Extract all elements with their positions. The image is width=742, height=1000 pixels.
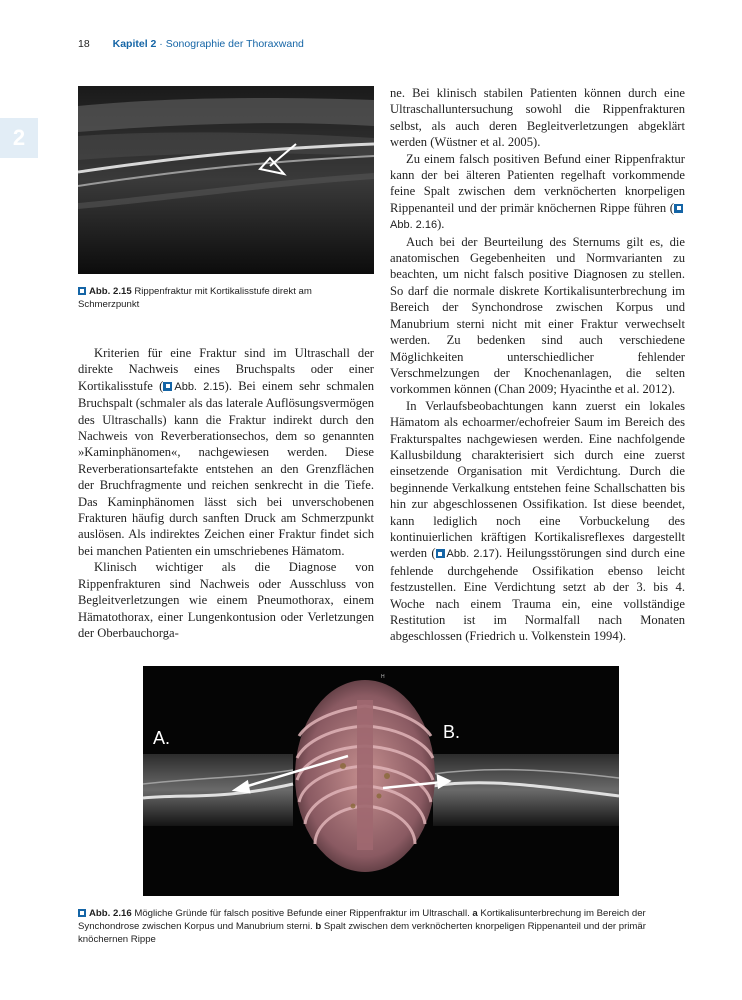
caption-intro: Mögliche Gründe für falsch positive Befunde einer Rippenfraktur im Ultraschall. <box>134 908 473 919</box>
composite-image <box>143 666 619 896</box>
caption-b-text: Spalt zwischen dem verknöcherten knorpeligen Rippenanteil und der primär knöchernen Rippe <box>78 921 646 945</box>
chapter-tab: 2 <box>0 118 38 158</box>
chapter-label: Kapitel 2 <box>112 38 157 50</box>
figure-ref-icon <box>674 204 683 213</box>
figure-icon <box>78 287 86 295</box>
chapter-title: Sonographie der Thoraxwand <box>165 38 304 50</box>
figure-ref-2-15[interactable]: Abb. 2.15 <box>174 380 225 393</box>
figure-2-16-label: Abb. 2.16 <box>89 908 132 919</box>
caption-a-text: Kortikalisunterbrechung im Bereich der Synchondrose zwischen Korpus und Manubrium sterni. <box>78 908 646 932</box>
panel-label-a: A. <box>153 728 171 748</box>
paragraph: Auch bei der Beurteilung des Sternums gilt es, die anatomischen Gegebenheiten und Normvarianten zu beachten, um nicht falsch positive Diagnosen zu stellen. So darf die normale diskrete Kortikalisunterbrechung im Bereich der Synchondrose zwischen Korpus und Manubrium sterni nicht mit einer Fraktur verwechselt werden. Zu bedenken sind auch verschiedene Möglichkeiten unterschiedlicher fehlender Verschmelzungen der Knochenanlagen, die selten vorkommen können (Chan 2009; Hyacinthe et al. 2012). <box>390 234 685 397</box>
ultrasound-image <box>78 86 374 274</box>
running-header <box>78 38 304 50</box>
right-column <box>390 85 685 645</box>
figure-2-15-label: Abb. 2.15 <box>89 286 132 297</box>
figure-ref-icon <box>436 549 445 558</box>
paragraph <box>390 151 685 234</box>
paragraph <box>78 345 374 559</box>
rib-cage-render <box>295 680 435 872</box>
header-separator: · <box>156 38 166 50</box>
text: ). Heilungsstörungen sind durch eine fehlende durchgehende Ossifikation ebenso leicht festzustellen. Eine Verdichtung setzt ab der 3. bis 4. Woche nach einem Trauma ein, eine vollständige Restitution ist im Normalfall nach Monaten abgeschlossen (Friedrich u. Volkenstein 1994). <box>390 546 686 644</box>
figure-2-15-ultrasound <box>78 86 374 274</box>
text: In Verlaufsbeobachtungen kann zuerst ein lokales Hämatom als echoarmer/echofreier Saum im Bereich des Frakturspaltes nachgewiesen werden. Eine nachfolgende Kallusbildung charakterisiert sich durch eine zuerst einsetzende Organisation mit Verdichtung. Durch die beginnende Verkalkung entstehen feine Schallschatten bis hin zur abgeschlossenen Ossifikation. Ist diese beendet, kann lediglich noch eine Vorbuckelung des kontinuierlichen kräftigen Kortikalisreflexes dargestellt werden ( <box>390 398 685 561</box>
figure-ref-icon <box>163 382 172 391</box>
figure-ref-2-16[interactable]: Abb. 2.16 <box>390 219 438 232</box>
figure-2-15-caption-text: Rippenfraktur mit Kortikalisstufe direkt am Schmerzpunkt <box>78 286 312 310</box>
paragraph <box>390 398 685 645</box>
figure-2-16-caption <box>78 907 688 946</box>
panel-label-b: B. <box>443 722 461 742</box>
figure-icon <box>78 909 86 917</box>
figure-ref-2-17[interactable]: Abb. 2.17 <box>446 548 495 561</box>
figure-2-15-caption <box>78 285 374 311</box>
paragraph: ne. Bei klinisch stabilen Patienten können durch eine Ultraschalluntersuchung sowohl die Rippenfrakturen selbst, als auch deren Begleitverletzungen abgeklärt werden (Wüstner et al. 2005). <box>390 86 685 150</box>
figure-2-16-composite <box>143 666 619 896</box>
text: ). <box>437 217 445 232</box>
text: Kriterien für eine Fraktur sind im Ultraschall der direkte Nachweis eines Bruchspalts oder einer Kortikalisstufe ( <box>78 346 374 393</box>
paragraph: Klinisch wichtiger als die Diagnose von Rippenfrakturen sind Nachweis oder Ausschluss von Begleitverletzungen wie einem Pneumothorax, einem Hämatothorax, einer Lungenkontusion oder Verletzungen der Oberbauchorga- <box>78 560 374 640</box>
caption-marker-a: a <box>472 908 478 919</box>
left-column <box>78 345 374 641</box>
caption-marker-b: b <box>315 921 322 932</box>
text: Zu einem falsch positiven Befund einer Rippenfraktur kann der bei älteren Patienten regelhaft vorkommende feine Spalt zwischen dem verknöcherten knorpeligen Rippenanteil und der primär knöchernen Rippe führen ( <box>390 151 685 215</box>
page-number: 18 <box>78 38 90 50</box>
orientation-marker: H <box>381 674 385 680</box>
text: ). Bei einem sehr schmalen Bruchspalt (schmaler als das laterale Auflösungsvermögen des Ultraschalls) kann die Fraktur indirekt durch den Nachweis von Reverberationsechos, dem so genannten »Kaminphänomen«, nachgewiesen werden. Diese Reverberationsartefakte entstehen an den Grenzflächen der Bruchfragmente und reichen senkrecht in die Tiefe. Das Kaminphänomen lässt sich bei unverschobenen Frakturen häufig durch sanften Druck am Schmerzpunkt auslösen. Als indirektes Zeichen einer Fraktur findet sich bei manchen Patienten ein umschriebenes Hämatom. <box>78 378 374 558</box>
